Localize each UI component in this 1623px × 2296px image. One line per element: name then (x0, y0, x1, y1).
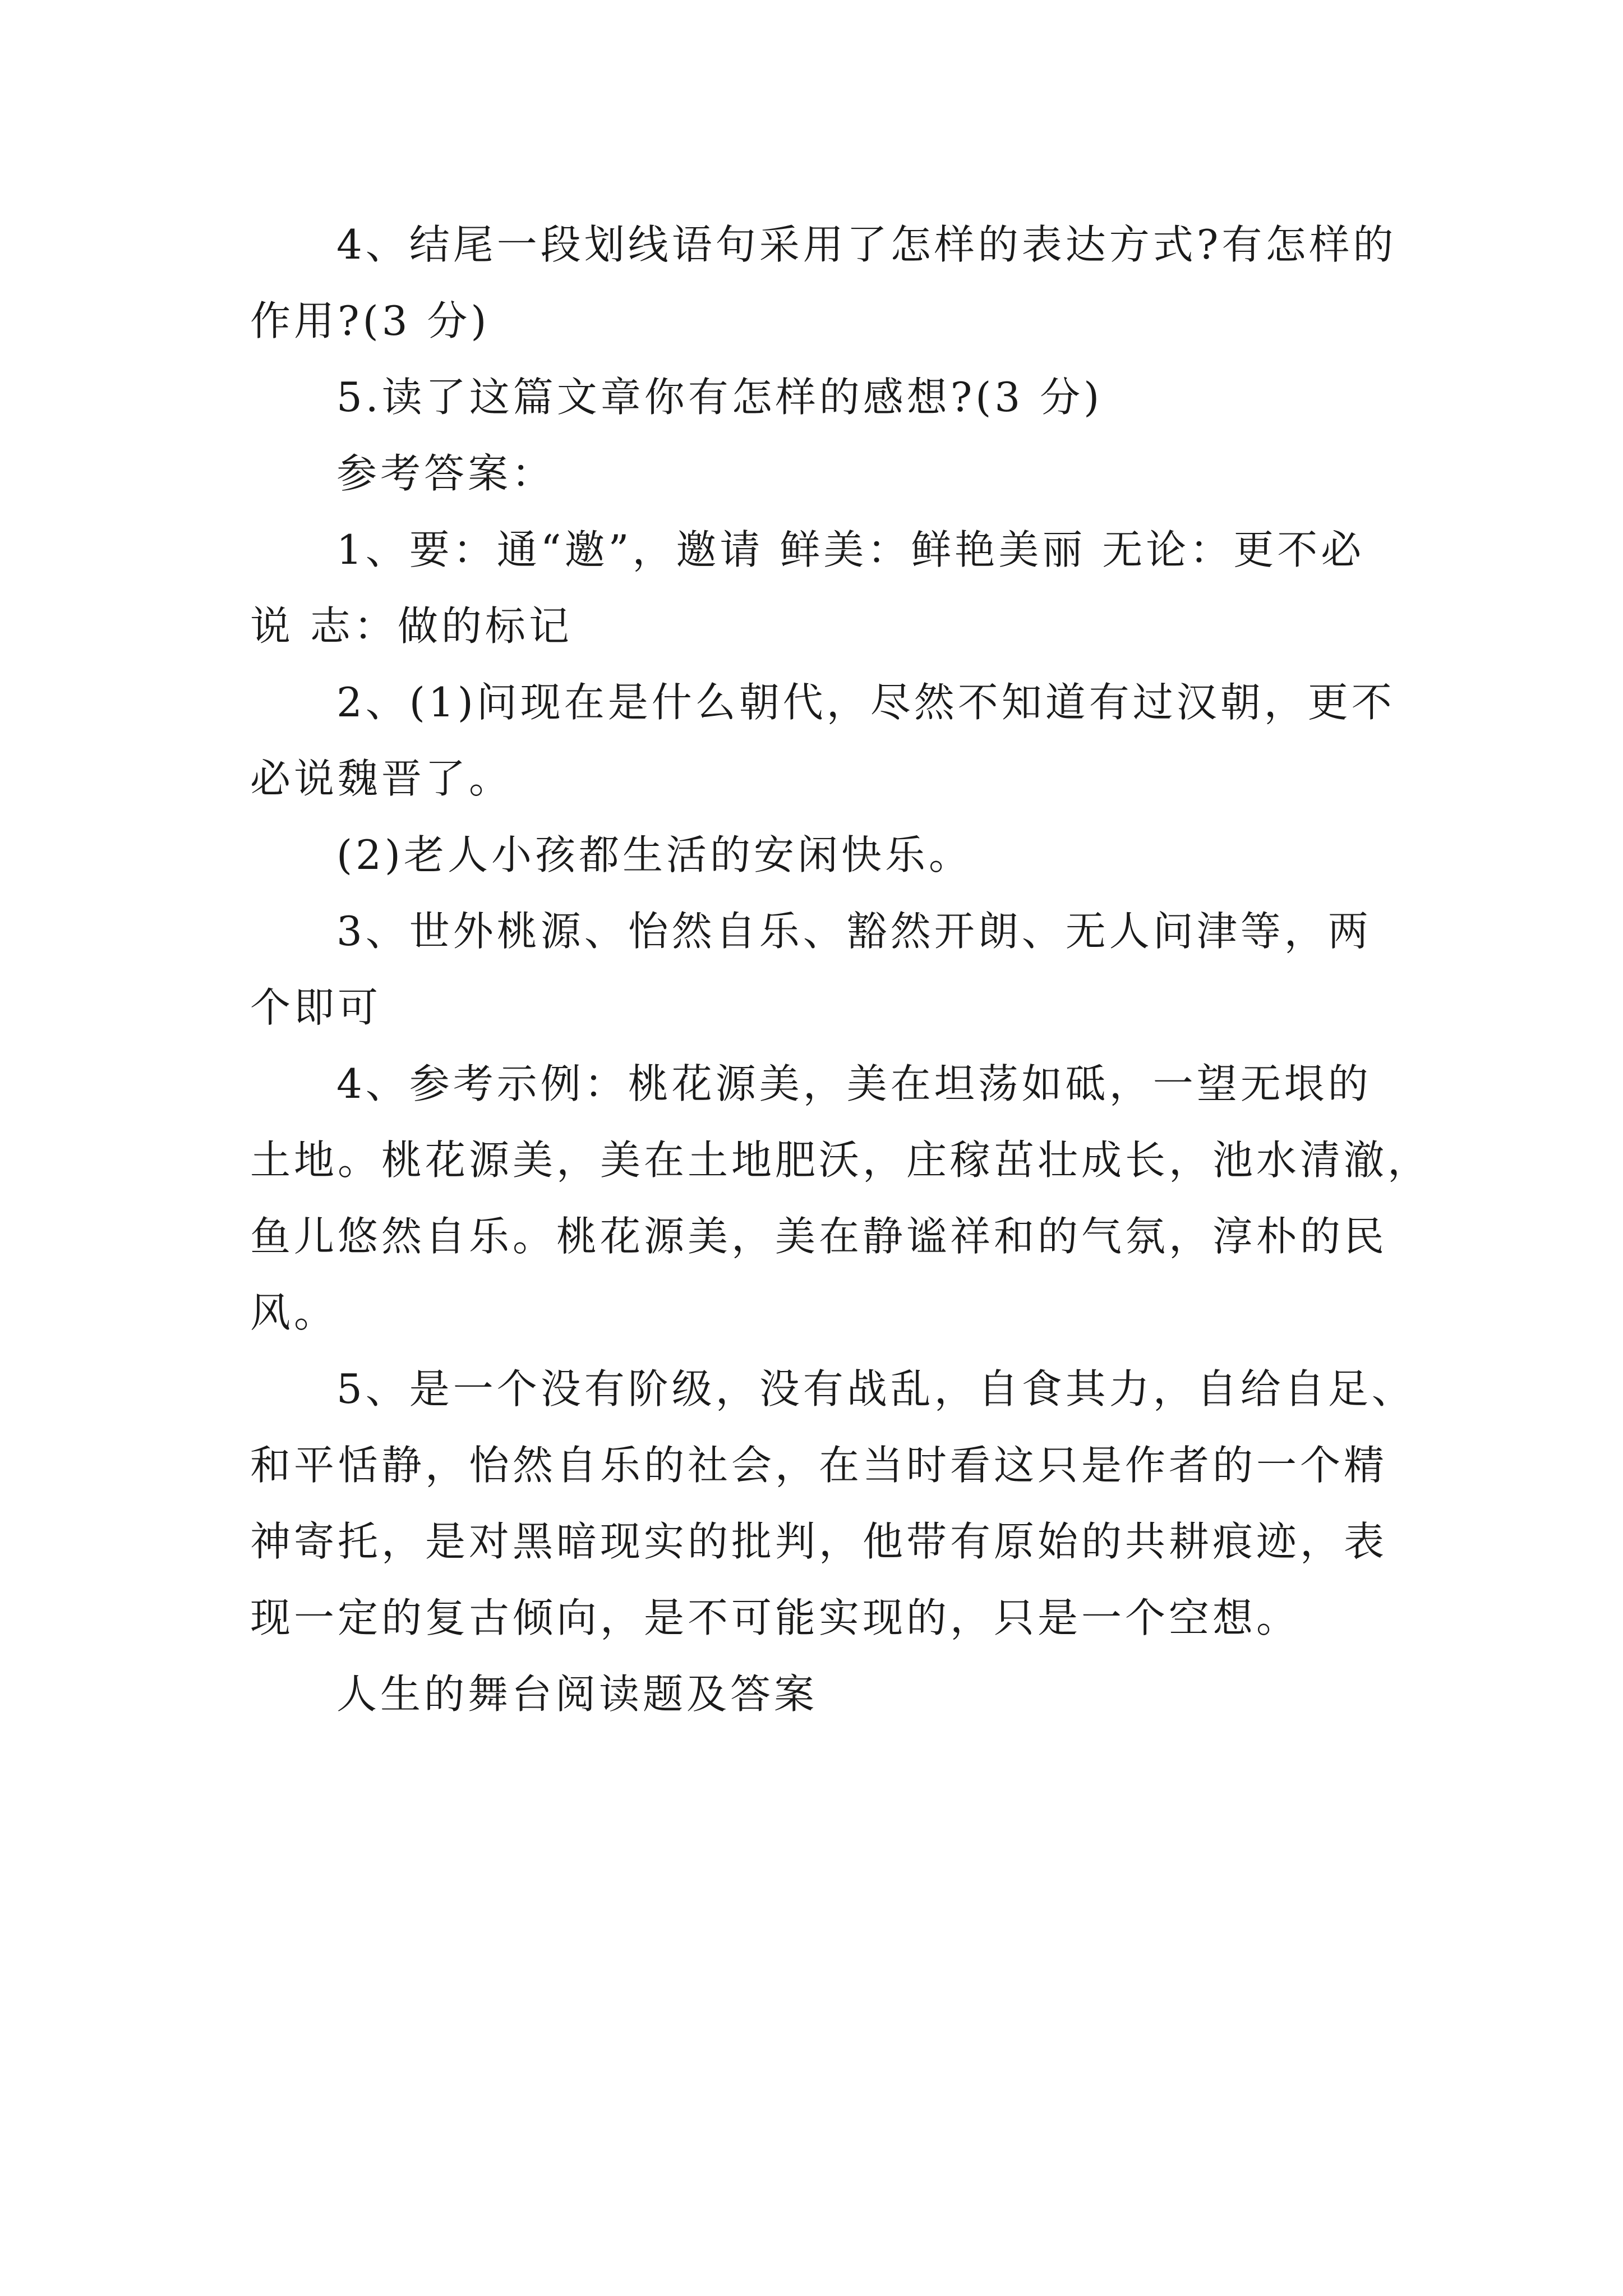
question-4-line-1: 4、结尾一段划线语句采用了怎样的表达方式?有怎样的 (336, 221, 1397, 268)
answer-2-line-2: 必说魏晋了。 (250, 755, 513, 802)
answer-2-sub-2: (2)老人小孩都生活的安闲快乐。 (336, 831, 972, 878)
answer-4-line-1: 4、参考示例：桃花源美，美在坦荡如砥，一望无垠的 (336, 1060, 1372, 1107)
answers-heading: 参考答案： (336, 450, 556, 497)
next-section-title: 人生的舞台阅读题及答案 (336, 1671, 818, 1718)
answer-5-line-3: 神寄托，是对黑暗现实的批判，他带有原始的共耕痕迹，表 (250, 1518, 1388, 1565)
answer-1-line-2: 说 志：做的标记 (250, 602, 573, 650)
answer-5-line-1: 5、是一个没有阶级，没有战乱，自食其力，自给自足、 (336, 1365, 1415, 1412)
answer-2-line-1: 2、(1)问现在是什么朝代，尽然不知道有过汉朝，更不 (336, 679, 1395, 726)
answer-5-line-2: 和平恬静，怡然自乐的社会，在当时看这只是作者的一个精 (250, 1442, 1388, 1489)
answer-5-line-4: 现一定的复古倾向，是不可能实现的，只是一个空想。 (250, 1594, 1301, 1641)
question-5-line: 5.读了这篇文章你有怎样的感想?(3 分) (336, 374, 1103, 421)
answer-3-line-1: 3、世外桃源、怡然自乐、豁然开朗、无人问津等，两 (336, 908, 1372, 955)
answer-4-line-4: 风。 (250, 1289, 338, 1336)
answer-4-line-2: 土地。桃花源美，美在土地肥沃，庄稼茁壮成长，池水清澈， (250, 1137, 1432, 1184)
answer-3-line-2: 个即可 (250, 984, 382, 1031)
question-4-line-2: 作用?(3 分) (250, 297, 490, 344)
answer-1-line-1: 1、要：通“邀”，邀请 鲜美：鲜艳美丽 无论：更不必 (336, 526, 1365, 573)
answer-4-line-3: 鱼儿悠然自乐。桃花源美，美在静谧祥和的气氛，淳朴的民 (250, 1213, 1388, 1260)
